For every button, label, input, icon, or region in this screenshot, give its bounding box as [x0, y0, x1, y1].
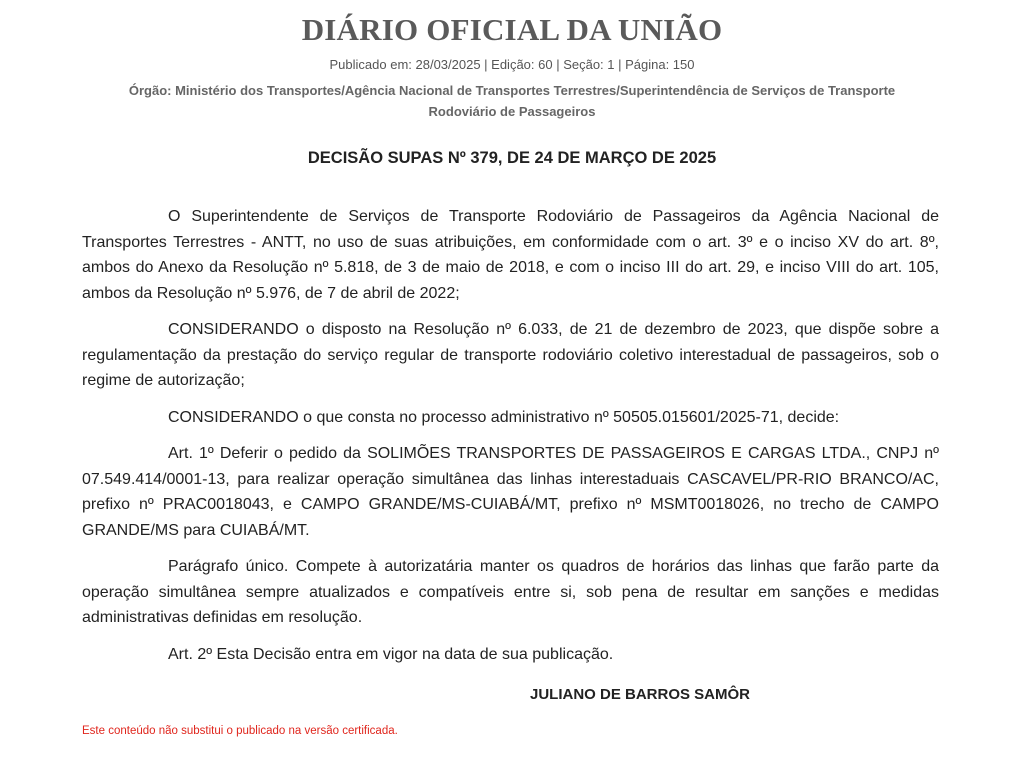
page-title: DIÁRIO OFICIAL DA UNIÃO: [301, 12, 723, 47]
orgao-info: Órgão: Ministério dos Transportes/Agência Nacional de Transportes Terrestres/Superintendência de Serviços de Transporte Rodoviário de Passageiros: [128, 83, 896, 119]
signature: JULIANO DE BARROS SAMÔR: [529, 686, 750, 703]
disclaimer-note: Este conteúdo não substitui o publicado na versão certificada.: [82, 725, 398, 737]
publication-info: Publicado em: 28/03/2025 | Edição: 60 | Seção: 1 | Página: 150: [329, 57, 695, 72]
page-footer-mark: [498, 766, 526, 773]
document-body: [82, 204, 939, 678]
document-title: DECISÃO SUPAS Nº 379, DE 24 DE MARÇO DE 2025: [307, 149, 717, 167]
paragrafo-unico: Parágrafo único. Compete à autorizatária manter os quadros de horários das linhas que farão parte da operação simultânea sempre atualizados e compatíveis entre si, sob pena de resultar em sanções e medidas administrativas definidas em resolução.: [82, 558, 939, 626]
considerando-paragraph-1: CONSIDERANDO o disposto na Resolução nº 6.033, de 21 de dezembro de 2023, que dispõe sobre a regulamentação da prestação do serviço regular de transporte rodoviário coletivo interestadual de passageiros, sob o regime de autorização;: [82, 321, 939, 389]
considerando-paragraph-2: CONSIDERANDO o que consta no processo administrativo nº 50505.015601/2025-71, decide:: [168, 408, 840, 426]
article-2-paragraph: Art. 2º Esta Decisão entra em vigor na data de sua publicação.: [168, 645, 614, 663]
article-1-paragraph: Art. 1º Deferir o pedido da SOLIMÕES TRANSPORTES DE PASSAGEIROS E CARGAS LTDA., CNPJ nº 07.549.414/0001-13, para realizar operação simultânea das linhas interestaduais CASCAVEL/PR-RIO BRANCO/AC, prefixo nº PRAC0018043, e CAMPO GRANDE/MS-CUIABÁ/MT, prefixo nº MSMT0018026, no trecho de CAMPO GRANDE/MS para CUIABÁ/MT.: [82, 445, 939, 539]
preamble-paragraph: O Superintendente de Serviços de Transporte Rodoviário de Passageiros da Agência Nacional de Transportes Terrestres - ANTT, no uso de suas atribuições, em conformidade com o art. 3º e o inciso XV do art. 8º, ambos do Anexo da Resolução nº 5.818, de 3 de maio de 2018, e com o inciso III do art. 29, e inciso VIII do art. 105, ambos da Resolução nº 5.976, de 7 de abril de 2022;: [82, 208, 939, 302]
